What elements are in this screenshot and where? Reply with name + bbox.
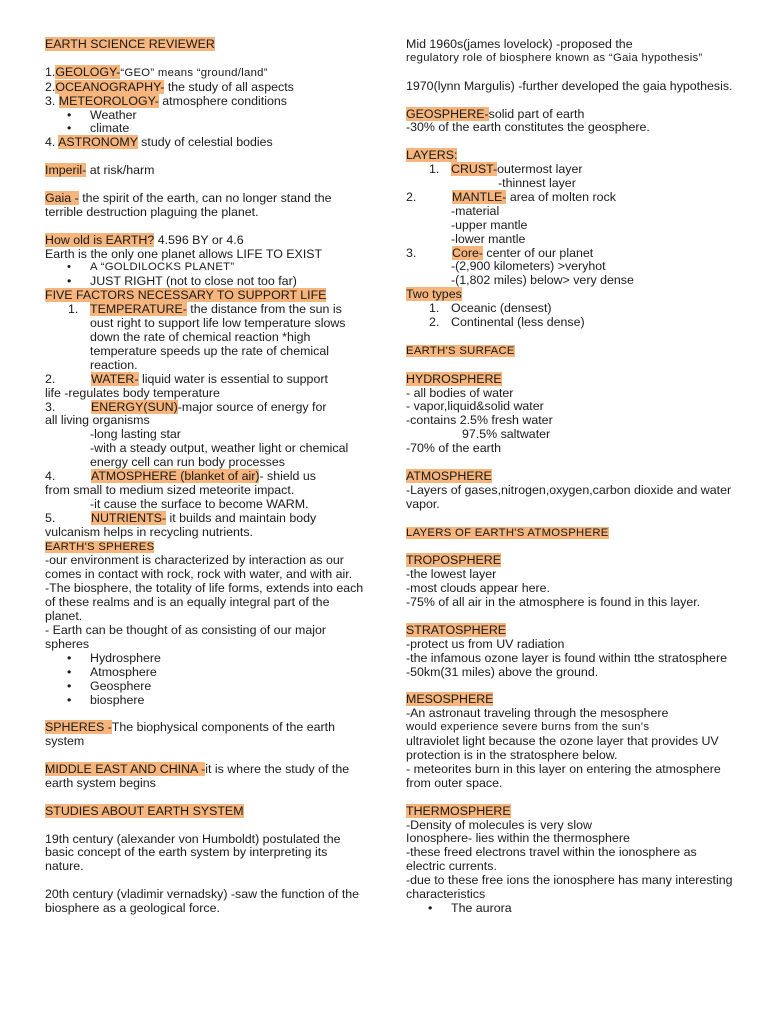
- mesosphere-heading: MESOSPHERE: [406, 692, 494, 707]
- list-item: • biosphere: [90, 694, 367, 708]
- paragraph: 20th century (vladimir vernadsky) -saw the function of the biosphere as a geological force.: [45, 887, 360, 916]
- goldilocks-list: [45, 261, 367, 289]
- document-title: EARTH SCIENCE REVIEWER: [45, 37, 215, 51]
- paragraph: -75% of all air in the atmosphere is found in this layer.: [406, 595, 701, 610]
- list-item: • The aurora: [451, 902, 736, 916]
- factor-energy: 3. ENERGY(SUN)-major source of energy for: [45, 399, 327, 414]
- list-item: • Atmosphere: [90, 666, 367, 680]
- paragraph: -30% of the earth constitutes the geosphere.: [406, 120, 650, 135]
- paragraph: -these freed electrons travel within the ionosphere as electric currents.: [406, 845, 697, 874]
- paragraph: -due to these free ions the ionosphere has many interesting characteristics: [406, 873, 733, 902]
- earth-age: How old is EARTH? 4.596 BY or 4.6: [45, 232, 244, 247]
- list-item: • Geosphere: [90, 680, 367, 694]
- list-item: • Weather: [90, 109, 367, 123]
- factors-heading: FIVE FACTORS NECESSARY TO SUPPORT LIFE: [45, 288, 327, 303]
- atmosphere-layers-heading: LAYERS OF EARTH'S ATMOSPHERE: [406, 526, 609, 539]
- factor-water-cont: life -regulates body temperature: [45, 385, 220, 400]
- paragraph: Ionosphere- lies within the thermosphere: [406, 831, 630, 846]
- factor-nutrients-cont: vulcanism helps in recycling nutrients.: [45, 524, 253, 539]
- layer-sub: -(2,900 kilometers) >veryhot: [451, 259, 606, 274]
- factor-atmosphere-cont: from small to medium sized meteorite impact.: [45, 482, 295, 497]
- spheres-definition: SPHERES -The biophysical components of the earth system: [45, 720, 335, 749]
- layer-sub: -lower mantle: [451, 231, 526, 246]
- studies-heading: STUDIES ABOUT EARTH SYSTEM: [45, 803, 244, 818]
- troposphere-heading: TROPOSPHERE: [406, 553, 502, 568]
- layer-sub: -upper mantle: [451, 217, 528, 232]
- list-item: 2. Continental (less dense): [429, 315, 585, 330]
- paragraph: -most clouds appear here.: [406, 581, 550, 596]
- layer-sub: -material: [451, 203, 500, 218]
- paragraph: - meteorites burn in this layer on entering the atmosphere from outer space.: [406, 761, 721, 790]
- paragraph: ultraviolet light because the ozone layer that provides UV protection is in the stratosphere below.: [406, 734, 719, 763]
- paragraph: - vapor,liquid&solid water: [406, 399, 544, 414]
- paragraph: 97.5% saltwater: [462, 427, 551, 442]
- branch-astronomy: 4. ASTRONOMY study of celestial bodies: [45, 135, 273, 150]
- two-types-heading: Two types: [406, 287, 462, 302]
- paragraph: -Layers of gases,nitrogen,oxygen,carbon dioxide and water vapor.: [406, 482, 732, 511]
- paragraph: -protect us from UV radiation: [406, 636, 565, 651]
- spheres-heading: EARTH'S SPHERES: [45, 540, 155, 553]
- layers-heading: LAYERS:: [406, 148, 458, 163]
- paragraph: -50km(31 miles) above the ground.: [406, 664, 599, 679]
- list-item: • A “GOLDILOCKS PLANET”: [90, 261, 367, 275]
- factor-nutrients: 5. NUTRIENTS- it builds and maintain body: [45, 510, 317, 525]
- layer-sub: -thinnest layer: [498, 176, 576, 191]
- paragraph: 1970(lynn Margulis) -further developed the gaia hypothesis.: [406, 78, 733, 93]
- paragraph: -70% of the earth: [406, 441, 502, 456]
- paragraph: Mid 1960s(james lovelock) -proposed the: [406, 37, 633, 51]
- geosphere-definition: GEOSPHERE-solid part of earth: [406, 106, 585, 121]
- layer-mantle: 2. MANTLE- area of molten rock: [406, 189, 616, 204]
- only-planet-line: Earth is the only one planet allows LIFE TO EXIST: [45, 246, 323, 261]
- spheres-list: [45, 652, 367, 708]
- branch-geology: 1.GEOLOGY-“GEO” means “ground/land”: [45, 64, 268, 79]
- hydrosphere-heading: HYDROSPHERE: [406, 371, 502, 386]
- paragraph: -The biosphere, the totality of life forms, extends into each of these realms and is an equally integral part of the planet.: [45, 581, 364, 624]
- paragraph: -the infamous ozone layer is found within tthe stratosphere: [406, 650, 727, 665]
- paragraph: - all bodies of water: [406, 385, 514, 400]
- stratosphere-heading: STRATOSPHERE: [406, 622, 507, 637]
- paragraph: -the lowest layer: [406, 567, 497, 582]
- paragraph: -Density of molecules is very slow: [406, 817, 592, 832]
- left-column: [45, 38, 367, 916]
- thermosphere-list: [406, 902, 736, 916]
- layer-sub: -(1,802 miles) below> very dense: [451, 273, 634, 288]
- layer-core: 3. Core- center of our planet: [406, 245, 594, 260]
- surface-heading: EARTH'S SURFACE: [406, 344, 515, 357]
- meteorology-list: [45, 109, 367, 137]
- factor-atmosphere: 4. ATMOSPHERE (blanket of air)- shield us: [45, 469, 316, 484]
- factor-temperature: 1. TEMPERATURE- the distance from the sun is oust right to support life low temperature slows down the rate of chemical reaction *high temperature speeds up the rate of chemical reaction.: [68, 302, 346, 372]
- thermosphere-heading: THERMOSPHERE: [406, 803, 511, 818]
- imperil-definition: Imperil- at risk/harm: [45, 163, 155, 178]
- factor-water: 2. WATER- liquid water is essential to support: [45, 371, 328, 386]
- list-item: • JUST RIGHT (not to close not too far): [90, 275, 367, 289]
- paragraph: regulatory role of biosphere known as “Gaia hypothesis”: [406, 51, 703, 64]
- gaia-definition: Gaia - the spirit of the earth, can no longer stand the terrible destruction plaguing the planet.: [45, 190, 332, 219]
- atmosphere-heading: ATMOSPHERE: [406, 469, 492, 483]
- factor-energy-sub: -long lasting star: [90, 427, 181, 442]
- paragraph: - Earth can be thought of as consisting of our major spheres: [45, 623, 327, 651]
- list-item: 1. Oceanic (densest): [429, 301, 552, 316]
- right-column: [406, 38, 736, 916]
- paragraph: -An astronaut traveling through the mesosphere: [406, 706, 669, 721]
- branch-meteorology: 3. METEOROLOGY- atmosphere conditions: [45, 93, 287, 108]
- paragraph: 19th century (alexander von Humboldt) postulated the basic concept of the earth system by interpreting its nature.: [45, 831, 341, 874]
- factor-energy-cont: all living organisms: [45, 413, 150, 428]
- factor-atmosphere-sub: -it cause the surface to become WARM.: [90, 496, 309, 511]
- layer-crust: 1. CRUST-outermost layer: [429, 162, 583, 177]
- factor-energy-sub: -with a steady output, weather light or chemical energy cell can run body processes: [90, 441, 349, 470]
- branch-oceanography: 2.OCEANOGRAPHY- the study of all aspects: [45, 79, 294, 94]
- list-item: • Hydrosphere: [90, 652, 367, 666]
- middle-east-china: MIDDLE EAST AND CHINA -it is where the study of the earth system begins: [45, 762, 350, 790]
- paragraph: -contains 2.5% fresh water: [406, 413, 553, 428]
- list-item: • climate: [90, 122, 367, 136]
- paragraph: would experience severe burns from the sun's: [406, 721, 650, 734]
- paragraph: -our environment is characterized by interaction as our comes in contact with rock, rock with water, and with air.: [45, 553, 353, 582]
